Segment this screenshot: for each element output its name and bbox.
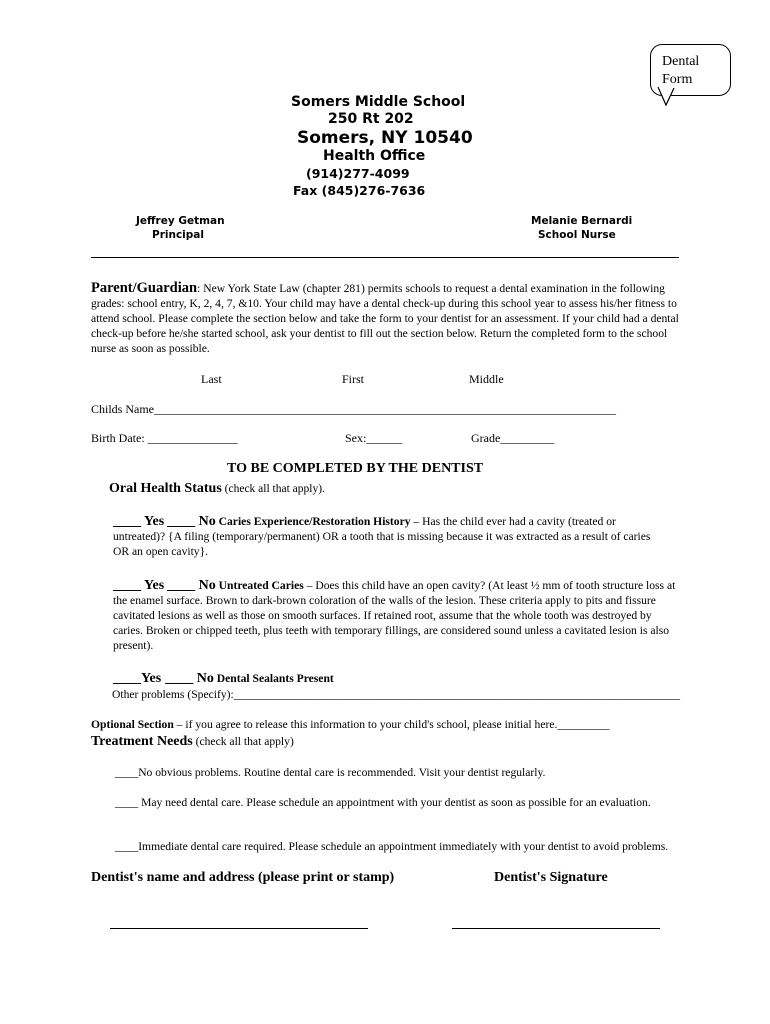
header-divider	[91, 257, 679, 258]
dentist-name-line[interactable]	[110, 928, 368, 929]
untreated-no[interactable]: ____ No	[167, 578, 216, 593]
sealants-yes[interactable]: ____Yes	[113, 671, 162, 686]
treatment-option-1[interactable]: ____No obvious problems. Routine dental care is recommended. Visit your dentist regularly.	[115, 766, 546, 779]
badge-text: Dental Form	[662, 54, 700, 87]
untreated-yes[interactable]: ____ Yes	[113, 578, 165, 593]
other-problems-field[interactable]: Other problems (Specify):_____________________________________________________________________________	[112, 688, 681, 701]
status-label: Oral Health Status	[109, 481, 222, 496]
treatment-needs	[91, 732, 294, 750]
fax-number: Fax (845)276-7636	[293, 183, 426, 198]
principal-title: Principal	[152, 229, 204, 241]
treatment-label: Treatment Needs	[91, 734, 193, 749]
sex-field[interactable]: Sex:______	[345, 431, 403, 445]
treatment-option-3[interactable]: ____Immediate dental care required. Please schedule an appointment immediately with your dentist to avoid problems.	[115, 840, 669, 853]
sealants-item	[113, 669, 334, 687]
health-office: Health Office	[323, 148, 426, 164]
label-first: First	[342, 372, 365, 386]
treatment-option-2[interactable]: ____ May need dental care. Please schedule an appointment with your dentist as soon as possible for an evaluation.	[115, 796, 651, 809]
childs-name-field[interactable]: Childs Name_____________________________________________________________________________	[91, 402, 616, 416]
nurse-name: Melanie Bernardi	[531, 215, 633, 227]
dentist-heading: TO BE COMPLETED BY THE DENTIST	[227, 461, 484, 476]
label-middle: Middle	[469, 372, 504, 386]
dentist-signature-label: Dentist's Signature	[494, 870, 608, 885]
intro-label: Parent/Guardian	[91, 280, 198, 296]
treatment-note: (check all that apply)	[192, 735, 294, 748]
caries-title: Caries Experience/Restoration History	[215, 515, 411, 528]
phone-number: (914)277-4099	[306, 166, 410, 181]
school-name: Somers Middle School	[291, 94, 466, 110]
oral-health-status	[109, 479, 325, 497]
caries-item	[113, 514, 668, 559]
caries-no[interactable]: ____ No	[167, 514, 216, 529]
nurse-title: School Nurse	[538, 229, 616, 241]
intro-paragraph	[91, 281, 683, 356]
optional-label: Optional Section	[91, 718, 174, 731]
dentist-signature-line[interactable]	[452, 928, 660, 929]
street-address: 250 Rt 202	[328, 111, 414, 127]
grade-field[interactable]: Grade_________	[471, 431, 555, 445]
sealants-title: Dental Sealants Present	[213, 672, 334, 685]
dentist-name-label: Dentist's name and address (please print or stamp)	[91, 870, 395, 885]
label-last: Last	[201, 372, 222, 386]
optional-section	[91, 718, 610, 731]
untreated-desc: – Does this child have an open cavity? (At least ½ mm of tooth structure loss at the enamel surface. Brown to dark-brown coloration of the walls of the lesion. These criteria apply to pits and fissure cavitated lesions as well as those on smooth surfaces. If retained root, assume that the whole tooth was destroyed by caries. Broken or chipped teeth, plus teeth with temporary fillings, are considered sound unless a cavitated lesion is also present).	[113, 579, 676, 652]
sealants-no[interactable]: ____ No	[165, 671, 214, 686]
caries-desc: – Has the child ever had a cavity (treated or untreated)? {A filing (temporary/permanent) OR a tooth that is missing because it was extracted as a result of caries OR an open cavity}.	[113, 515, 651, 558]
intro-text: : New York State Law (chapter 281) permits schools to request a dental examination in the following grades: school entry, K, 2, 4, 7, &10. Your child may have a dental check-up during this school year to assess his/her fitness to attend school. Please complete the section below and take the form to your dentist for an assessment. If your child had a dental check-up before he/she started school, ask your dentist to fill out the section below. Return the completed form to the school nurse as soon as possible.	[91, 282, 679, 355]
status-note: (check all that apply).	[221, 483, 325, 495]
bubble-tail	[652, 86, 676, 108]
untreated-item	[113, 578, 678, 653]
birth-date-field[interactable]: Birth Date: _______________	[91, 431, 238, 445]
principal-name: Jeffrey Getman	[136, 215, 225, 227]
city-state-zip: Somers, NY 10540	[297, 128, 473, 148]
optional-text[interactable]: – if you agree to release this information to your child's school, please initial here._________	[173, 718, 610, 731]
untreated-title: Untreated Caries	[215, 579, 304, 592]
caries-yes[interactable]: ____ Yes	[113, 514, 165, 529]
